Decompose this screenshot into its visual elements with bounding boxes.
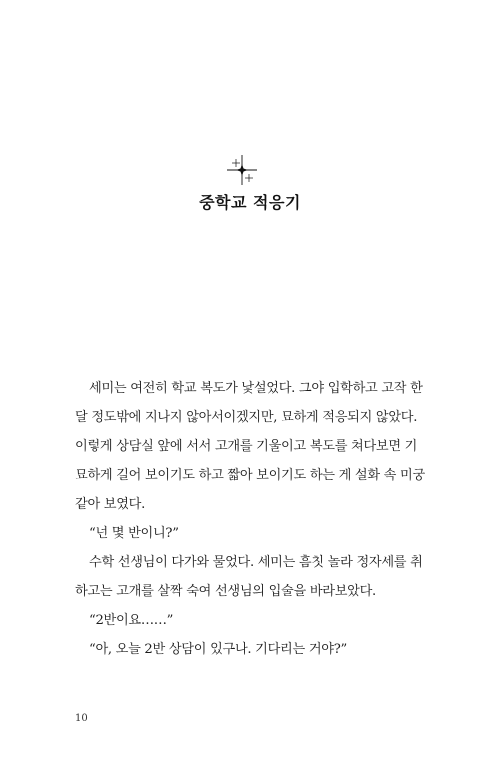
page-number: 10 — [75, 713, 88, 724]
paragraph-line: 하고는 고개를 살짝 숙여 선생님의 입술을 바라보았다. — [75, 584, 376, 599]
dialogue-line: “아, 오늘 2반 상담이 있구나. 기다리는 거야?” — [89, 642, 347, 657]
paragraph-line: 묘하게 길어 보이기도 하고 짧아 보이기도 하는 게 설화 속 미궁 — [75, 468, 425, 483]
dialogue-line: “2반이요……” — [89, 613, 174, 628]
sparkle-icon — [225, 153, 259, 187]
paragraph-line: 이렇게 상담실 앞에 서서 고개를 기울이고 복도를 쳐다보면 기 — [75, 439, 418, 454]
paragraph-line: 세미는 여전히 학교 복도가 낯설었다. 그야 입학하고 고작 한 — [89, 381, 423, 396]
body-text — [75, 374, 425, 664]
chapter-title: 중학교 적응기 — [199, 193, 301, 212]
dialogue-line: “넌 몇 반이니?” — [89, 526, 179, 541]
paragraph-line: 수학 선생님이 다가와 물었다. 세미는 흠칫 놀라 정자세를 취 — [89, 555, 423, 570]
paragraph-line: 같아 보였다. — [75, 497, 145, 512]
paragraph-line: 달 정도밖에 지나지 않아서이겠지만, 묘하게 적응되지 않았다. — [75, 410, 418, 425]
